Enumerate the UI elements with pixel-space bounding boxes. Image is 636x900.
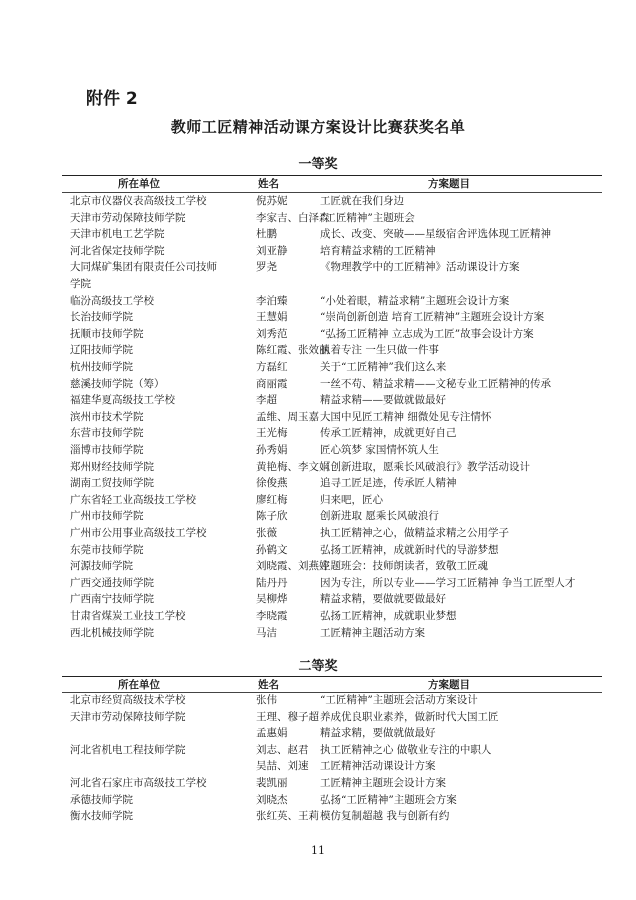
document-title: 教师工匠精神活动课方案设计比赛获奖名单	[170, 118, 466, 136]
topic-cell: 创新进取 愿乘长风破浪行	[320, 510, 439, 523]
unit-cell: 淄博市技师学院	[70, 444, 144, 456]
topic-cell: 一丝不苟、精益求精——文秘专业工匠精神的传承	[320, 377, 551, 390]
name-cell: 陈红霞、张效丽	[256, 344, 330, 357]
unit-cell: 广州市公用事业高级技工学校	[70, 527, 207, 539]
topic-cell: 执工匠精神之心 做敬业专注的中职人	[320, 743, 492, 756]
name-cell: 黄艳梅、李文娟	[256, 460, 330, 473]
unit-cell: 河源技师学院	[70, 560, 133, 573]
name-cell: 徐俊燕	[256, 477, 288, 490]
name-cell: 张薇	[256, 527, 277, 539]
topic-cell: 成长、改变、突破——星级宿舍评选体现工匠精神	[320, 228, 551, 241]
topic-cell: 追寻工匠足迹，传承匠人精神	[320, 477, 457, 490]
name-cell: 王理、穆子超	[256, 710, 319, 723]
topic-cell: 工匠精神主题活动方案	[320, 626, 425, 639]
name-cell: 刘秀范	[256, 327, 288, 340]
unit-cell: 福建华夏高级技工学校	[70, 394, 175, 407]
name-cell: 商丽霞	[256, 377, 288, 390]
header-unit: 所在单位	[118, 178, 160, 190]
name-cell: 张伟	[256, 694, 277, 706]
unit-cell: 广州市技师学院	[70, 510, 144, 523]
unit-cell: 湖南工贸技师学院	[70, 477, 154, 490]
topic-cell: 因为专注，所以专业——学习工匠精神 争当工匠型人才	[320, 576, 576, 589]
name-cell: 刘晓杰	[256, 793, 288, 806]
topic-cell: 匠心筑梦 家国情怀筑人生	[320, 444, 439, 456]
unit-cell: 北京市经贸高级技术学校	[70, 694, 186, 706]
unit-cell: 抚顺市技师学院	[70, 327, 144, 340]
name-cell: 王慧娟	[256, 311, 288, 324]
topic-cell: 主题班会：技师朗读者，致敬工匠魂	[320, 560, 488, 573]
topic-cell: 传承工匠精神，成就更好自己	[320, 427, 457, 440]
unit-cell: 滨州市技术学院	[70, 410, 144, 423]
name-cell: 罗尧	[256, 261, 277, 274]
topic-cell: 归来吧，匠心	[320, 493, 383, 506]
header-unit: 所在单位	[118, 679, 160, 691]
unit-cell: 承德技师学院	[70, 793, 133, 806]
topic-cell: “崇尚创新创造 培育工匠精神”主题班会设计方案	[320, 311, 545, 324]
unit-cell: 广西南宁技师学院	[70, 593, 154, 606]
name-cell: 陈子欣	[256, 510, 288, 523]
name-cell: 李晓霞	[256, 610, 288, 622]
unit-cell: 天津市机电工艺学院	[70, 228, 165, 241]
name-cell: 刘晓霞、刘燕婷	[256, 560, 330, 573]
topic-cell: 执工匠精神之心，做精益求精之公用学子	[320, 527, 509, 539]
name-cell: 孙鹤文	[256, 543, 288, 556]
name-cell: 孟惠娟	[256, 727, 288, 740]
unit-cell: 广东省轻工业高级技工学校	[70, 493, 196, 506]
name-cell: 孟维、周玉嘉	[256, 410, 319, 423]
unit-cell: 河北省石家庄市高级技工学校	[70, 777, 207, 789]
section-title: 一等奖	[298, 157, 338, 172]
unit-cell: 临汾高级技工学校	[70, 294, 154, 307]
unit-cell: 东营市技师学院	[70, 427, 144, 440]
name-cell: 李超	[256, 394, 277, 407]
topic-cell: 工匠精神活动课设计方案	[320, 760, 436, 773]
section-title: 二等奖	[298, 659, 338, 674]
topic-cell: 弘扬工匠精神，成就新时代的导游梦想	[320, 543, 499, 556]
topic-cell: 精益求精，要做就做最好	[320, 727, 436, 740]
unit-cell: 河北省保定技师学院	[70, 244, 165, 257]
topic-cell: “弘扬工匠精神 立志成为工匠”故事会设计方案	[320, 327, 534, 340]
topic-cell: 精益求精——要做就做最好	[320, 394, 446, 407]
topic-cell: “工匠精神”主题班会活动方案设计	[320, 694, 478, 706]
unit-cell: 广西交通技师学院	[70, 576, 154, 589]
unit-cell: 西北机械技师学院	[70, 626, 154, 639]
topic-cell: 培育精益求精的工匠精神	[320, 244, 436, 257]
page-number: 11	[311, 844, 325, 857]
name-cell: 倪苏妮	[256, 195, 288, 207]
topic-cell: 弘扬工匠精神，成就职业梦想	[320, 610, 457, 622]
header-name: 姓名	[258, 679, 279, 691]
name-cell: 王光梅	[256, 427, 288, 440]
name-cell: 吴柳烨	[256, 593, 288, 606]
unit-cell: 天津市劳动保障技师学院	[70, 710, 186, 723]
unit-cell: 北京市仪器仪表高级技工学校	[70, 195, 207, 207]
name-cell: 孙秀娟	[256, 444, 288, 456]
topic-cell: 模仿复制超越 我与创新有约	[320, 810, 450, 823]
unit-cell: 天津市劳动保障技师学院	[70, 211, 186, 224]
name-cell: 吴喆、刘速	[256, 760, 309, 773]
topic-cell: 关于“工匠精神”我们这么来	[320, 361, 447, 373]
attachment-label: 附件 2	[86, 89, 138, 109]
topic-cell: 《物理教学中的工匠精神》活动课设计方案	[320, 261, 520, 274]
topic-cell: 精益求精，要做就要做最好	[320, 593, 446, 606]
unit-cell: 衡水技师学院	[70, 810, 133, 823]
name-cell: 刘亚静	[256, 244, 288, 257]
topic-cell: 执着专注 一生只做一件事	[320, 344, 439, 357]
unit-cell: 慈溪技师学院（筹）	[70, 377, 165, 390]
topic-cell: “工匠精神”主题班会	[320, 211, 415, 224]
name-cell: 裴凯丽	[256, 777, 288, 789]
topic-cell: “小处着眼，精益求精”主题班会设计方案	[320, 294, 510, 307]
unit-cell: 甘肃省煤炭工业技工学校	[70, 610, 186, 622]
topic-cell: 《创新进取，愿乘长风破浪行》教学活动设计	[320, 460, 530, 473]
name-cell: 方磊红	[256, 361, 288, 373]
topic-cell: 工匠就在我们身边	[320, 195, 404, 207]
header-topic: 方案题目	[428, 679, 470, 691]
name-cell: 张红英、王莉	[256, 810, 319, 823]
name-cell: 廖红梅	[256, 493, 288, 506]
unit-cell: 长治技师学院	[70, 311, 133, 324]
name-cell: 陆丹丹	[256, 576, 288, 589]
unit-cell: 辽阳技师学院	[70, 344, 133, 357]
unit-cell: 东莞市技师学院	[70, 543, 144, 556]
unit-cell: 河北省机电工程技师学院	[70, 743, 186, 756]
topic-cell: 大国中见匠工精神 细微处见专注情怀	[320, 410, 492, 423]
name-cell: 李家吉、白泽森	[256, 211, 330, 224]
topic-cell: 工匠精神主题班会设计方案	[320, 777, 446, 789]
topic-cell: 养成优良职业素养，做新时代大国工匠	[320, 710, 499, 723]
name-cell: 杜鹏	[256, 228, 277, 241]
name-cell: 刘志、赵君	[256, 743, 309, 756]
topic-cell: 弘扬“工匠精神”主题班会方案	[320, 793, 457, 806]
name-cell: 马洁	[256, 626, 277, 639]
unit-cell: 大同煤矿集团有限责任公司技师学院	[70, 261, 217, 290]
name-cell: 李泊臻	[256, 294, 288, 307]
header-name: 姓名	[258, 178, 279, 190]
unit-cell: 郑州财经技师学院	[70, 460, 154, 473]
unit-cell: 杭州技师学院	[70, 361, 133, 373]
header-topic: 方案题目	[428, 178, 470, 190]
